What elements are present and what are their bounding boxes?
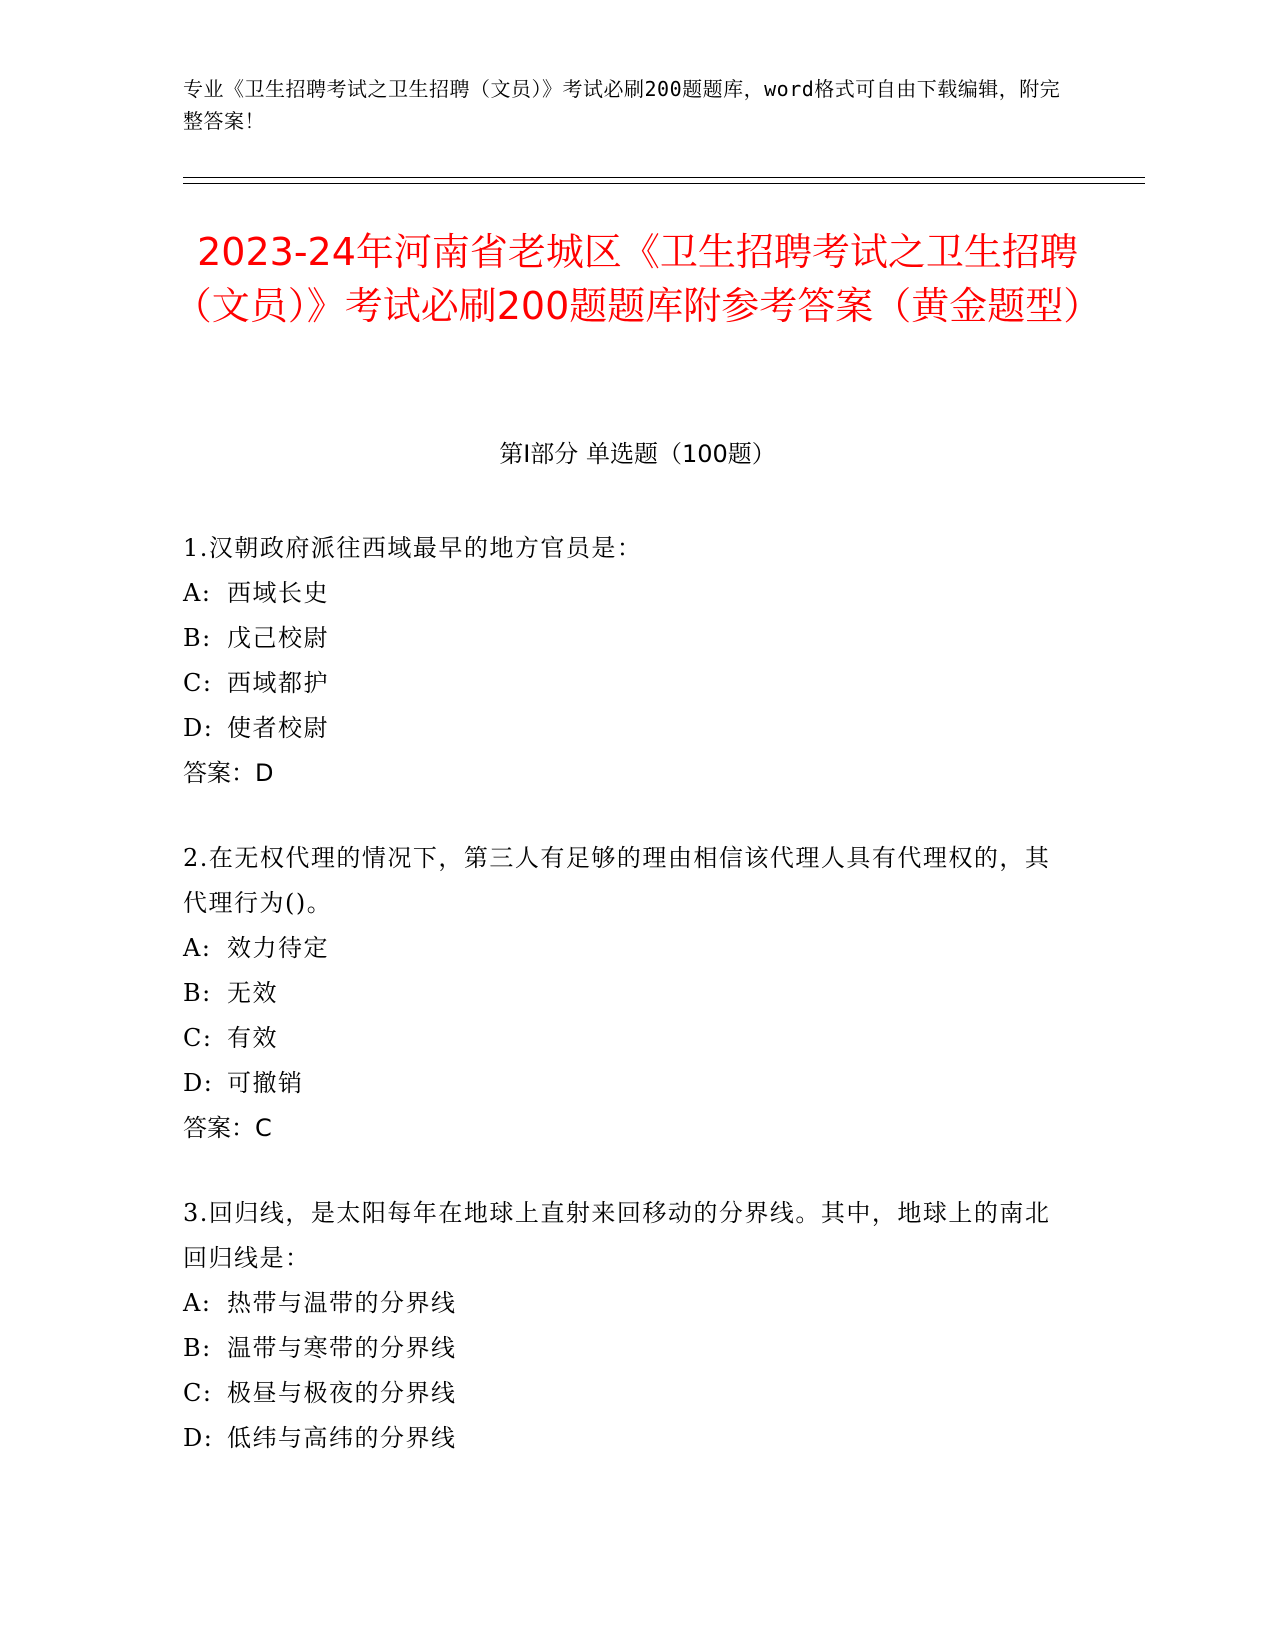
option-c <box>183 1016 1063 1061</box>
option-letter: D: <box>183 1424 214 1452</box>
option-letter: B: <box>183 624 212 652</box>
option-letter: D: <box>183 714 214 742</box>
question-3 <box>183 1191 1063 1461</box>
option-c <box>183 1371 1063 1416</box>
header-divider-top <box>183 177 1145 178</box>
answer-line: 答案：C <box>183 1114 272 1142</box>
option-letter: C: <box>183 1024 213 1052</box>
option-b <box>183 616 1063 661</box>
question-stem: 2.在无权代理的情况下，第三人有足够的理由相信该代理人具有代理权的，其代理行为()。 <box>183 844 1051 917</box>
option-text: 戊己校尉 <box>227 624 329 652</box>
question-list <box>183 526 1063 1501</box>
question-stem: 3.回归线，是太阳每年在地球上直射来回移动的分界线。其中，地球上的南北回归线是： <box>183 1199 1051 1272</box>
option-text: 效力待定 <box>227 934 329 962</box>
option-text: 温带与寒带的分界线 <box>227 1334 457 1362</box>
question-stem: 1.汉朝政府派往西域最早的地方官员是： <box>183 534 643 562</box>
option-text: 有效 <box>227 1024 278 1052</box>
option-b <box>183 1326 1063 1371</box>
option-c <box>183 661 1063 706</box>
option-letter: C: <box>183 1379 213 1407</box>
option-letter: A: <box>183 579 212 607</box>
option-text: 极昼与极夜的分界线 <box>227 1379 457 1407</box>
section-heading: 第Ⅰ部分 单选题（100题） <box>499 440 776 468</box>
option-letter: D: <box>183 1069 214 1097</box>
header-divider-bottom <box>183 183 1145 184</box>
option-text: 无效 <box>227 979 278 1007</box>
option-letter: A: <box>183 1289 212 1317</box>
option-letter: B: <box>183 979 212 1007</box>
answer-line: 答案：D <box>183 759 274 787</box>
document-title: 2023-24年河南省老城区《卫生招聘考试之卫生招聘（文员）》考试必刷200题题库附参考答案（黄金题型） <box>173 230 1102 328</box>
option-text: 使者校尉 <box>227 714 329 742</box>
option-letter: A: <box>183 934 212 962</box>
option-b <box>183 971 1063 1016</box>
option-a <box>183 571 1063 616</box>
question-1 <box>183 526 1063 796</box>
option-letter: C: <box>183 669 213 697</box>
option-a <box>183 926 1063 971</box>
header-note: 专业《卫生招聘考试之卫生招聘（文员）》考试必刷200题题库，word格式可自由下载编辑，附完整答案！ <box>183 77 1061 133</box>
question-2 <box>183 836 1063 1151</box>
option-d <box>183 706 1063 751</box>
option-text: 热带与温带的分界线 <box>227 1289 457 1317</box>
option-a <box>183 1281 1063 1326</box>
option-text: 西域长史 <box>227 579 329 607</box>
option-d <box>183 1416 1063 1461</box>
option-letter: B: <box>183 1334 212 1362</box>
option-text: 可撤销 <box>227 1069 304 1097</box>
option-text: 西域都护 <box>227 669 329 697</box>
option-d <box>183 1061 1063 1106</box>
option-text: 低纬与高纬的分界线 <box>227 1424 457 1452</box>
